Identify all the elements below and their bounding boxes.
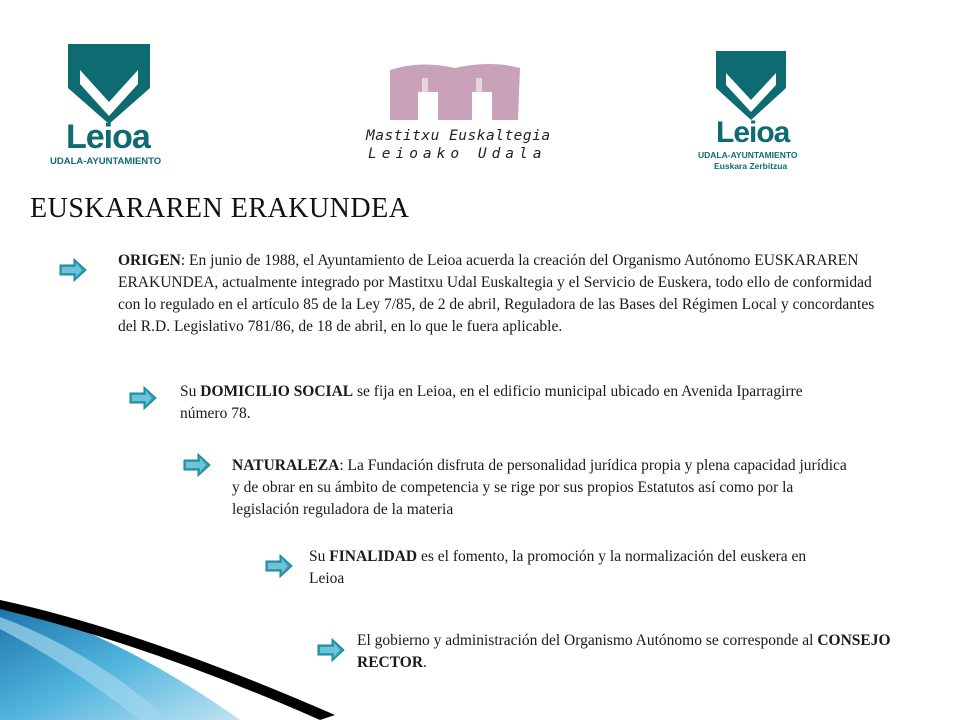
- item-domicilio-lead: Su: [180, 383, 201, 400]
- item-naturaleza: [232, 455, 852, 521]
- item-domicilio-text: se fija en Leioa, en el edificio municipal ubicado en Avenida Iparragirre número 78.: [180, 383, 803, 422]
- item-consejo-lead: El gobierno y administración del Organismo Autónomo se corresponde al: [357, 632, 818, 649]
- item-origen-text: : En junio de 1988, el Ayuntamiento de Leioa acuerda la creación del Organismo Autónomo EUSKARAREN ERAKUNDEA, actualmente integrado por Mastitxu Udal Euskaltegia y el Servicio de Euskera, todo ello de conformidad con lo regulado en el artículo 85 de la Ley 7/85, de 2 de abril, Reguladora de las Bases del Régimen Local y concordantes del R.D. Legislativo 781/86, de 18 de abril, en lo que le fuera aplicable.: [118, 252, 875, 335]
- item-finalidad: [309, 546, 829, 590]
- leioa-logo-left-name: Leioa: [66, 118, 150, 156]
- mastitxu-logo-line1: Mastitxu Euskaltegia: [366, 128, 551, 144]
- leioa-logo-right: [694, 48, 824, 178]
- page-title: EUSKARAREN ERAKUNDEA: [30, 193, 410, 224]
- mastitxu-arch-icon: [360, 50, 550, 125]
- item-finalidad-text: es el fomento, la promoción y la normalización del euskera en Leioa: [309, 548, 807, 587]
- item-naturaleza-text: : La Fundación disfruta de personalidad jurídica propia y plena capacidad jurídica y de obrar en su ámbito de competencia y se rige por sus propios Estatutos así como por la legislación reguladora de la materia: [232, 457, 847, 518]
- bullet-arrow-icon: [58, 257, 88, 283]
- bullet-arrow-icon: [264, 553, 294, 579]
- bullet-arrow-icon: [128, 385, 158, 411]
- item-origen-label: ORIGEN: [118, 252, 181, 269]
- item-domicilio: [180, 381, 840, 425]
- item-naturaleza-label: NATURALEZA: [232, 457, 340, 474]
- leioa-logo-left: [44, 40, 174, 170]
- leioa-shield-icon: [44, 40, 174, 126]
- mastitxu-logo-line2: Leioako Udala: [368, 146, 547, 162]
- item-origen: [118, 250, 878, 338]
- leioa-logo-right-subtitle2: Euskara Zerbitzua: [714, 161, 788, 171]
- item-consejo-label: CONSEJO RECTOR: [357, 632, 891, 671]
- leioa-logo-left-subtitle: UDALA-AYUNTAMIENTO: [50, 156, 162, 167]
- bullet-arrow-icon: [182, 452, 212, 478]
- item-finalidad-label: FINALIDAD: [329, 548, 418, 565]
- leioa-logo-right-subtitle: UDALA-AYUNTAMIENTO: [698, 150, 798, 160]
- leioa-logo-right-name: Leioa: [716, 116, 790, 149]
- item-consejo: [357, 630, 917, 674]
- item-consejo-text: .: [423, 654, 427, 671]
- item-finalidad-lead: Su: [309, 548, 330, 565]
- decorative-swoosh: [0, 595, 340, 720]
- item-domicilio-label: DOMICILIO SOCIAL: [200, 383, 354, 400]
- leioa-shield-icon: [694, 48, 824, 122]
- mastitxu-logo: [360, 50, 550, 165]
